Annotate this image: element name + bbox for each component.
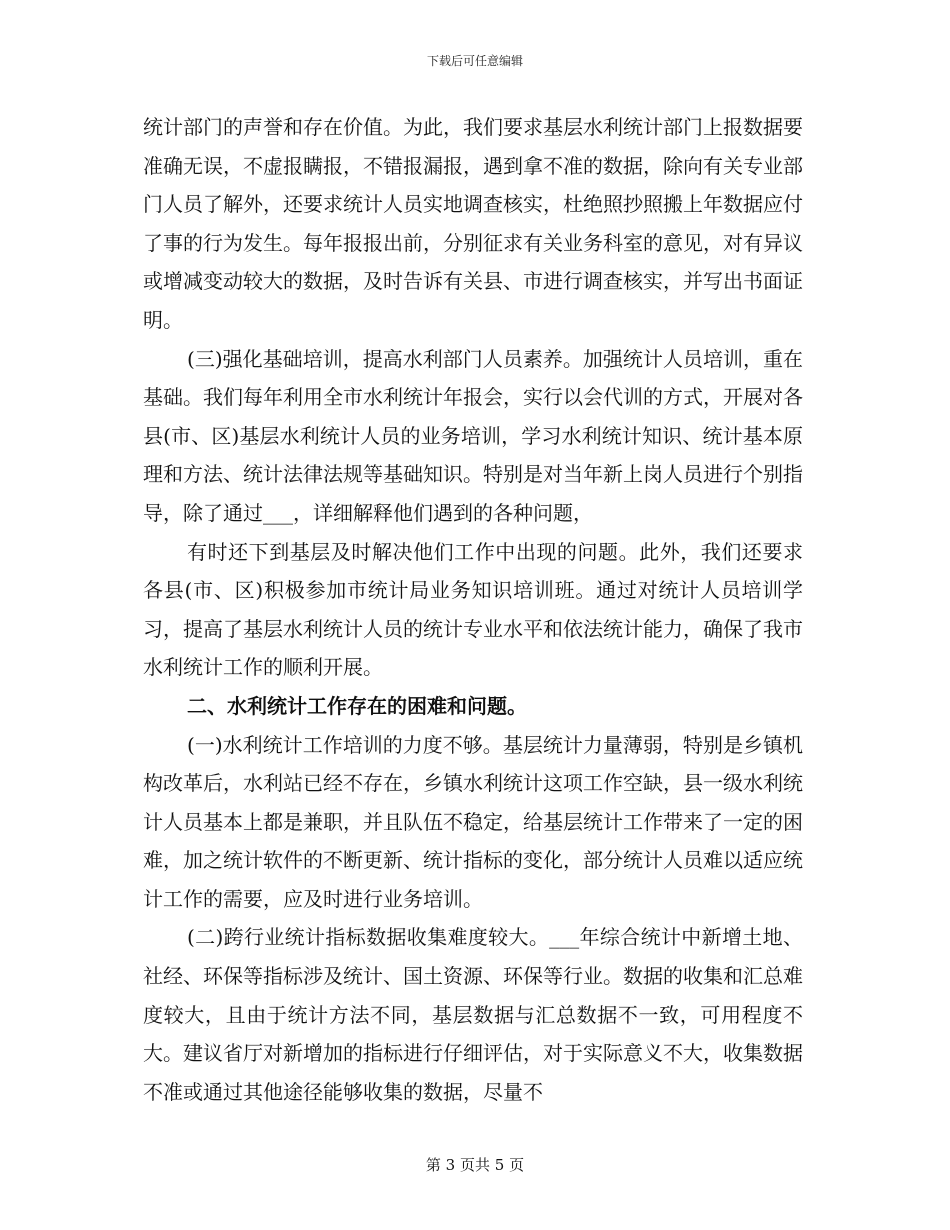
section-heading: 二、水利统计工作存在的困难和问题。 bbox=[187, 693, 527, 718]
paragraph-3: 有时还下到基层及时解决他们工作中出现的问题。此外，我们还要求各县(市、区)积极参加市统计局业务知识培训班。通过对统计人员培训学习，提高了基层水利统计人员的统计专业水平和依法统计能力，确保了我市水利统计工作的顺利开展。 bbox=[143, 539, 803, 680]
page-footer: 第 3 页共 5 页 bbox=[425, 1156, 525, 1174]
document-body bbox=[143, 108, 803, 1111]
paragraph-4: (一)水利统计工作培训的力度不够。基层统计力量薄弱，特别是乡镇机构改革后，水利站已经不存在，乡镇水利统计这项工作空缺，县一级水利统计人员基本上都是兼职，并且队伍不稳定，给基层统计工作带来了一定的困难，加之统计软件的不断更新、统计指标的变化，部分统计人员难以适应统计工作的需要，应及时进行业务培训。 bbox=[143, 732, 803, 911]
page-header: 下载后可任意编辑 bbox=[426, 54, 523, 68]
paragraph-1: 统计部门的声誉和存在价值。为此，我们要求基层水利统计部门上报数据要准确无误，不虚报瞒报，不错报漏报，遇到拿不准的数据，除向有关专业部门人员了解外，还要求统计人员实地调查核实，杜绝照抄照搬上年数据应付了事的行为发生。每年报报出前，分别征求有关业务科室的意见，对有异议或增减变动较大的数据，及时告诉有关县、市进行调查核实，并写出书面证明。 bbox=[143, 115, 803, 332]
paragraph-5: (二)跨行业统计指标数据收集难度较大。___年综合统计中新增土地、社经、环保等指标涉及统计、国土资源、环保等行业。数据的收集和汇总难度较大，且由于统计方法不同，基层数据与汇总数据不一致，可用程度不大。建议省厅对新增加的指标进行仔细评估，对于实际意义不大，收集数据不准或通过其他途径能够收集的数据，尽量不 bbox=[143, 925, 803, 1104]
paragraph-2: (三)强化基础培训，提高水利部门人员素养。加强统计人员培训，重在基础。我们每年利用全市水利统计年报会，实行以会代训的方式，开展对各县(市、区)基层水利统计人员的业务培训，学习水利统计知识、统计基本原理和方法、统计法律法规等基础知识。特别是对当年新上岗人员进行个别指导，除了通过___，详细解释他们遇到的各种问题， bbox=[143, 346, 803, 525]
